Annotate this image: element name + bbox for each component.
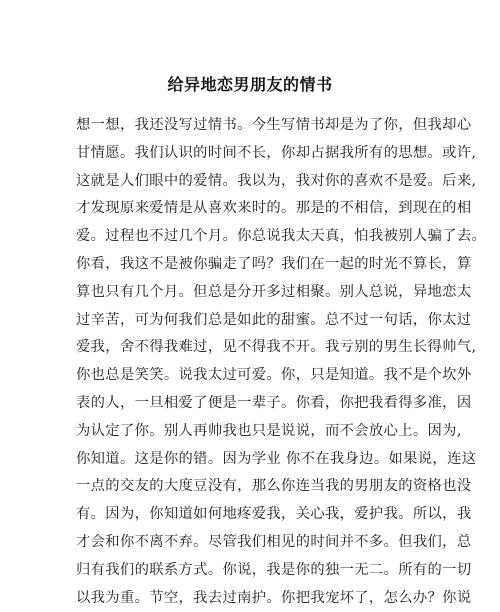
body-line: 你也总是笑笑。说我太过可爱。你，只是知道。我不是个坎外 — [76, 367, 472, 384]
body-line: 表的人，一旦相爱了便是一辈子。你看，你把我看得多准，因 — [76, 394, 472, 411]
body-line: 有。因为，你知道如何地疼爱我，关心我，爱护我。所以，我 — [76, 506, 472, 523]
body-line: 以我为重。节空，我去过南护。你把我宠坏了，怎么办？你说 — [76, 589, 472, 606]
body-line: 一点的交友的大度豆没有，那么你连当我的男朋友的资格也没 — [76, 478, 472, 495]
body-line: 甘情愿。我们认识的时间不长，你却占据我所有的思想。或许, — [76, 144, 477, 161]
body-line: 这就是人们眼中的爱情。我以为，我对你的喜欢不是爱。后来, — [76, 172, 477, 189]
document-title: 给异地恋男朋友的情书 — [167, 75, 333, 94]
body-line: 归有我们的联系方式。你说，我是你的独一无二。所有的一切 — [76, 561, 472, 578]
body-line: 为认定了你。别人再帅我也只是说说，而不会放心上。因为, — [76, 422, 462, 439]
body-line: 才发现原来爱情是从喜欢来时的。那是的不相信，到现在的相 — [76, 200, 472, 217]
body-line: 爱我，舍不得我难过，见不得我不开。我亏别的男生长得帅气, — [76, 339, 477, 356]
body-line: 你看，我这不是被你骗走了吗？我们在一起的时光不算长，算 — [76, 255, 472, 272]
body-line: 才会和你不离不弃。尽管我们相见的时间并不多。但我们，总 — [76, 533, 472, 550]
body-line: 想一想，我还没写过情书。今生写情书却是为了你，但我却心 — [76, 117, 472, 133]
body-line: 过辛苦，可为何我们总是如此的甜蜜。总不过一句话，你太过 — [76, 311, 472, 328]
document-body — [76, 112, 487, 612]
body-line: 爱。过程也不过几个月。你总说我太天真，怕我被别人骗了去。 — [76, 228, 487, 245]
body-line: 你知道。这是你的错。因为学业 你不在我身边。如果说，连这 — [76, 450, 477, 467]
body-line: 算也只有几个月。但总是分开多过相聚。别人总说，异地恋太 — [76, 283, 472, 300]
